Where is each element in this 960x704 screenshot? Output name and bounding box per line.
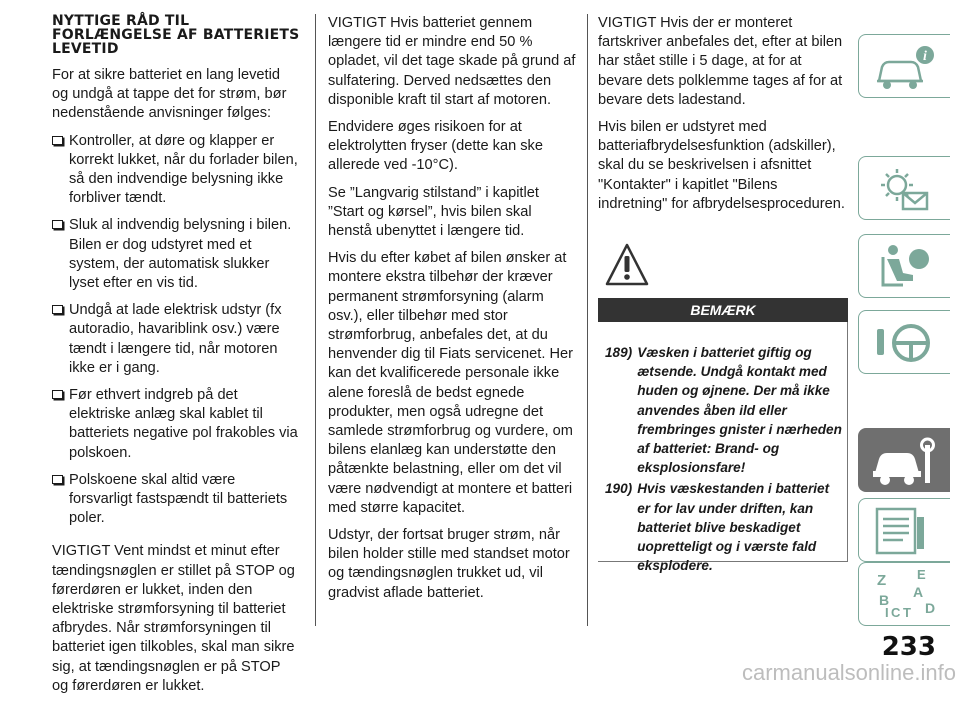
paragraph: Hvis du efter købet af bilen ønsker at montere ekstra tilbehør der kræver permanent strømforsyning (alarm osv.), eller tilbehør med stor strømforbrug, anbefales det, at du henvender dig til Fiats servicenet. Her kan det kvalificerede personale ikke alene foreslå de bedst egnede produkter, men også udregne det samlede strømforbrug og vurdere, om bilens elanlæg kan understøtte den påtænkte belastning, eller om det vil være nødvendigt at montere et batteri med større kapacitet.	[328, 250, 573, 516]
specifications-list-icon	[873, 505, 937, 557]
paragraph: Hvis bilen er udstyret med batteriafbrydelsesfunktion (adskiller), skal du se beskrivelsen i afsnittet "Kontakter" i kapitlet "Bilens indretning" for afbrydelsesproceduren.	[598, 119, 845, 212]
checkbox-bullet-icon	[52, 220, 63, 229]
checkbox-bullet-icon	[52, 390, 63, 399]
car-service-wrench-icon	[873, 435, 937, 487]
bullet-item: Kontroller, at døre og klapper er korrekt lukket, når du forlader bilen, så den indvendige belysning ikke forbliver tændt.	[52, 132, 300, 209]
paragraph: Endvidere øges risikoen for at elektrolytten fryser (dette kan ske allerede ved -10°C).	[328, 119, 543, 174]
column-1	[52, 14, 300, 704]
note-number: 190)	[605, 481, 633, 497]
note-text: Hvis væskestanden i batteriet er for lav under driften, kan batteriet blive beskadiget uopretteligt og i værste fald eksplodere.	[637, 481, 830, 574]
paragraph: VIGTIGT Hvis der er monteret fartskriver anbefales det, efter at bilen har stået stille i 5 dage, at for at bevare dets polklemme tages af for at bevare dets ladestand.	[598, 15, 843, 108]
checkbox-bullet-icon	[52, 305, 63, 314]
index-letter: C	[891, 605, 901, 620]
note-title: BEMÆRK	[598, 298, 848, 322]
important-paragraph: VIGTIGT Vent mindst et minut efter tændingsnøglen er stillet på STOP og førerdøren er lukket, inden den elektriske strømforsyning til batteriet afbrydes. Når strømforsyningen til batteriet igen tilkobles, skal man sikre sig, at tændingsnøglen er på STOP og førerdøren er lukket.	[52, 543, 295, 694]
watermark: carmanualsonline.info	[741, 660, 956, 685]
checkbox-bullet-icon	[52, 136, 63, 145]
index-letter: E	[917, 569, 926, 582]
tab-car-info[interactable]	[858, 34, 950, 98]
warning-triangle-icon	[605, 243, 649, 287]
page-number: 233	[881, 632, 936, 662]
checkbox-bullet-icon	[52, 475, 63, 484]
column-divider	[587, 14, 588, 626]
index-letter: B	[879, 592, 890, 608]
note-number: 189)	[605, 345, 633, 360]
alphabetical-index-icon	[873, 569, 937, 621]
tab-index[interactable]	[858, 562, 950, 626]
bullet-item: Polskoene skal altid være forsvarligt fastspændt til batteriets poler.	[52, 471, 300, 529]
note-text: Væsken i batteriet giftig og ætsende. Undgå kontakt med huden og øjnene. Der må ikke anvendes åben ild eller frembringes gnister i nærheden af batteriet: Brand- og eksplosionsfare!	[637, 345, 842, 476]
bullet-item: Sluk al indvendig belysning i bilen. Bilen er dog udstyret med et system, der automatisk slukker lyset efter en vis tid.	[52, 216, 300, 293]
paragraph: Udstyr, der fortsat bruger strøm, når bilen holder stille med standset motor og tændingsnøglen trukket ud, vil gradvist aflade batteriet.	[328, 527, 570, 601]
column-divider	[315, 14, 316, 626]
bullet-item: Undgå at lade elektrisk udstyr (fx autoradio, havariblink osv.) være tændt i længere tid, når motoren ikke er i gang.	[52, 301, 300, 378]
tab-safety[interactable]	[858, 234, 950, 298]
tab-starting-driving[interactable]	[858, 310, 950, 374]
column-3	[598, 14, 848, 222]
paragraph: Se ”Langvarig stilstand” i kapitlet ”Start og kørsel”, hvis bilen skal henstå ubenyttet i længere tid.	[328, 184, 539, 240]
car-info-icon	[873, 41, 937, 93]
dashboard-warning-light-icon	[873, 163, 937, 215]
note-item	[605, 479, 843, 575]
tab-specifications[interactable]	[858, 498, 950, 562]
index-letter: I	[885, 605, 889, 620]
intro-paragraph: For at sikre batteriet en lang levetid og undgå at tappe det for strøm, bør nedenstående anvisninger følges:	[52, 67, 287, 122]
note-item	[605, 343, 843, 477]
tab-in-an-emergency[interactable]	[858, 428, 950, 492]
svg-text:i: i	[923, 49, 927, 64]
bullet-item: Før ethvert indgreb på det elektriske anlæg skal kablet til batteriets negative pol frakobles via polskoen.	[52, 386, 300, 463]
column-2	[328, 14, 576, 611]
paragraph: VIGTIGT Hvis batteriet gennem længere tid er mindre end 50 % opladet, vil det tage skade på grund af sulfatering. Derved nedsættes den disponible kraft til start af motoren.	[328, 15, 576, 108]
tab-dashboard[interactable]	[858, 156, 950, 220]
note-list	[605, 343, 843, 577]
index-letter: T	[903, 605, 911, 620]
section-heading: NYTTIGE RÅD TIL FORLÆNGELSE AF BATTERIETS LEVETID	[52, 13, 300, 57]
index-letter: D	[925, 600, 936, 616]
steering-wheel-key-icon	[873, 317, 937, 369]
airbag-seat-icon	[873, 241, 937, 293]
index-letter: A	[913, 584, 924, 600]
index-letter: Z	[877, 572, 887, 589]
